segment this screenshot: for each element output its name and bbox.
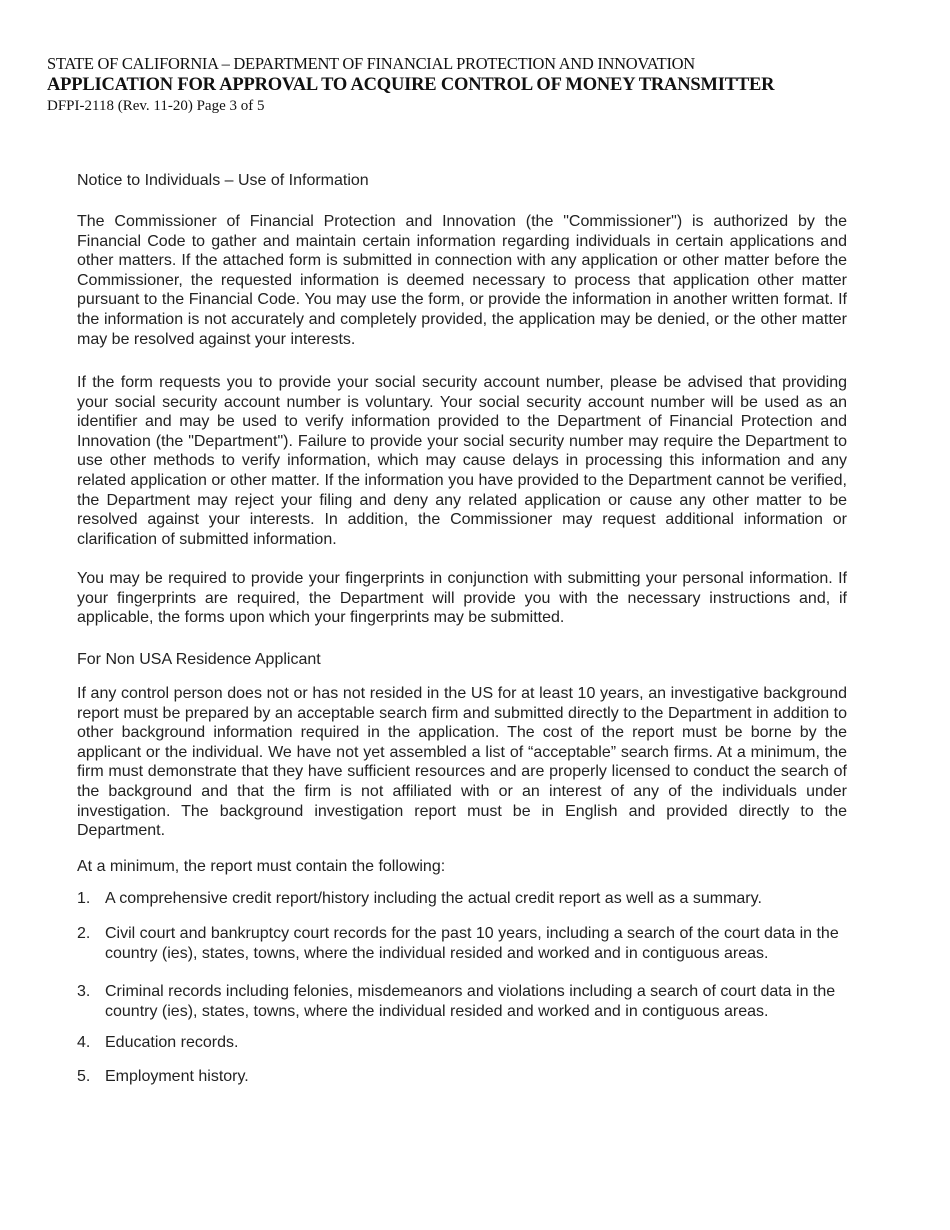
list-text: Education records. <box>105 1034 239 1051</box>
list-number: 2. <box>77 925 91 942</box>
list-number: 4. <box>77 1034 91 1051</box>
list-item <box>77 924 867 963</box>
list-text: Employment history. <box>105 1068 249 1085</box>
paragraph-ssn: If the form requests you to provide your social security account number, please be advised that providing your social security account number is voluntary. Your social security account number will be used as an identifier and may be used to verify information provided to the Department of Financial Protection and Innovation (the "Department"). Failure to provide your social security number may require the Department to use other methods to verify information, which may cause delays in processing this information and any related application or other matter. If the information you have provided to the Department cannot be verified, the Department may reject your filing and deny any related application or cause any other matter to be resolved against your interests. In addition, the Commissioner may request additional information or clarification of submitted information. <box>77 374 847 548</box>
list-item <box>77 1033 867 1053</box>
list-number: 3. <box>77 983 91 1000</box>
paragraph-fingerprints: You may be required to provide your fingerprints in conjunction with submitting your personal information. If your fingerprints are required, the Department will provide you with the necessary instructions and, if applicable, the forms upon which your fingerprints may be submitted. <box>77 570 847 627</box>
paragraph-non-usa: If any control person does not or has not resided in the US for at least 10 years, an investigative background report must be prepared by an acceptable search firm and submitted directly to the Department in addition to other background information required in the application. The cost of the report must be borne by the applicant or the individual. We have not yet assembled a list of “acceptable” search firms. At a minimum, the firm must demonstrate that they have sufficient resources and are properly licensed to conduct the search of the background and that the firm is not affiliated with or an interest of any of the individuals under investigation. The background investigation report must be in English and provided directly to the Department. <box>77 685 847 840</box>
agency-line: STATE OF CALIFORNIA – DEPARTMENT OF FINANCIAL PROTECTION AND INNOVATION <box>47 54 695 73</box>
list-intro: At a minimum, the report must contain the following: <box>77 858 446 875</box>
list-item <box>77 982 867 1021</box>
list-text: Civil court and bankruptcy court records for the past 10 years, including a search of the court data in the country (ies), states, towns, where the individual resided and worked and in contiguous areas. <box>105 925 839 962</box>
form-title: APPLICATION FOR APPROVAL TO ACQUIRE CONTROL OF MONEY TRANSMITTER <box>47 75 775 95</box>
list-number: 5. <box>77 1068 91 1085</box>
paragraph-use-of-information: The Commissioner of Financial Protection and Innovation (the "Commissioner") is authorized by the Financial Code to gather and maintain certain information regarding individuals in certain applications and other matters. If the attached form is submitted in connection with any application or other matter before the Commissioner, the requested information is deemed necessary to process that application other matter pursuant to the Financial Code. You may use the form, or provide the information in another written format. If the information is not accurately and completely provided, the application may be denied, or the other matter may be resolved against your interests. <box>77 213 847 348</box>
list-item <box>77 889 867 909</box>
list-text: A comprehensive credit report/history including the actual credit report as well as a summary. <box>105 890 762 907</box>
non-usa-heading: For Non USA Residence Applicant <box>77 651 321 668</box>
list-text: Criminal records including felonies, misdemeanors and violations including a search of court data in the country (ies), states, towns, where the individual resided and worked and in contiguous areas. <box>105 983 836 1020</box>
list-item <box>77 1067 867 1087</box>
list-number: 1. <box>77 890 91 907</box>
notice-heading: Notice to Individuals – Use of Information <box>77 172 369 189</box>
form-info: DFPI-2118 (Rev. 11-20) Page 3 of 5 <box>47 98 265 114</box>
